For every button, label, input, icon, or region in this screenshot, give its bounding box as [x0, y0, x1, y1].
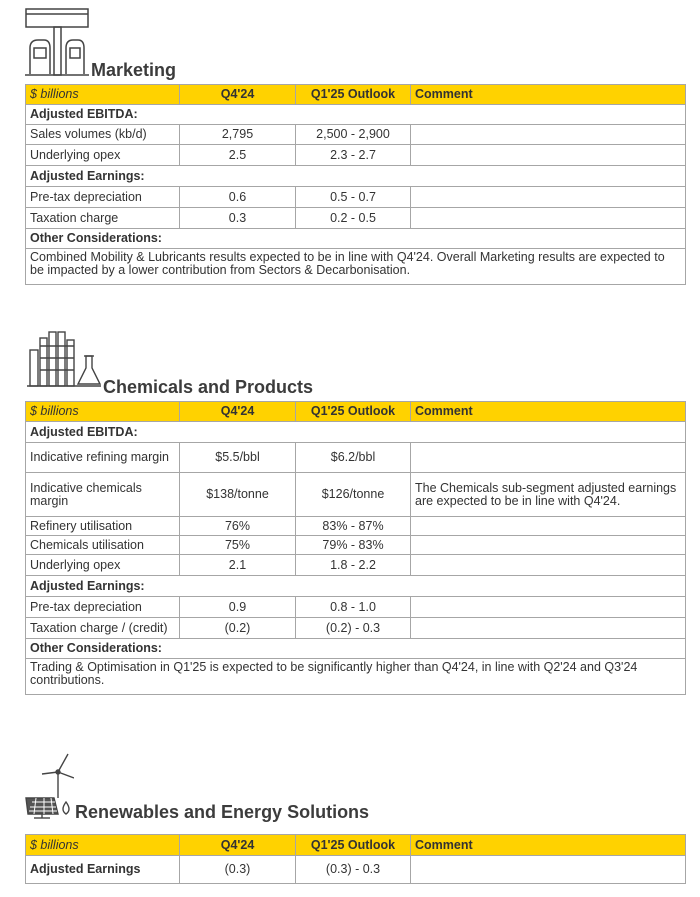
section-label: Adjusted EBITDA: — [26, 105, 686, 125]
comment-cell — [411, 618, 686, 639]
table-row — [26, 597, 686, 618]
q4-header: Q4'24 — [180, 85, 296, 105]
row-label: Indicative refining margin — [26, 443, 180, 473]
fuel-pump-icon — [24, 8, 90, 78]
q4-value: 0.6 — [180, 187, 296, 208]
q4-value: 75% — [180, 536, 296, 555]
q4-value: 2.5 — [180, 145, 296, 166]
outlook-value: 0.8 - 1.0 — [296, 597, 411, 618]
outlook-value: 83% - 87% — [296, 517, 411, 536]
chemicals-title: Chemicals and Products — [103, 377, 314, 397]
table-row — [26, 856, 686, 884]
q4-value: 2.1 — [180, 555, 296, 576]
chemicals-table — [25, 401, 686, 695]
chemicals-comment: The Chemicals sub-segment adjusted earnings are expected to be in line with Q4'24. — [411, 473, 686, 517]
table-row — [26, 555, 686, 576]
outlook-value: (0.3) - 0.3 — [296, 856, 411, 884]
row-label: Underlying opex — [26, 555, 180, 576]
row-label: Indicative chemicals margin — [26, 473, 180, 517]
table-row — [26, 473, 686, 517]
table-row — [26, 125, 686, 145]
comment-cell — [411, 145, 686, 166]
q4-value: (0.3) — [180, 856, 296, 884]
comment-cell — [411, 536, 686, 555]
other-considerations-text: Combined Mobility & Lubricants results expected to be in line with Q4'24. Overall Marketing results are expected to be impacted by a lower contribution from Sectors & Decarbonisation. — [26, 249, 686, 285]
outlook-value: 2.3 - 2.7 — [296, 145, 411, 166]
comment-cell — [411, 856, 686, 884]
section-label: Adjusted EBITDA: — [26, 422, 686, 443]
row-label: Pre-tax depreciation — [26, 597, 180, 618]
q4-value: $138/tonne — [180, 473, 296, 517]
table-header-row — [26, 835, 686, 856]
outlook-value: 2,500 - 2,900 — [296, 125, 411, 145]
section-label: Adjusted Earnings: — [26, 166, 686, 187]
marketing-table — [25, 84, 686, 285]
row-label: Underlying opex — [26, 145, 180, 166]
comment-cell — [411, 517, 686, 536]
comment-header: Comment — [411, 835, 686, 856]
renewables-title: Renewables and Energy Solutions — [75, 802, 370, 822]
units-header: $ billions — [26, 85, 180, 105]
comment-cell — [411, 597, 686, 618]
outlook-value: 79% - 83% — [296, 536, 411, 555]
table-header-row — [26, 85, 686, 105]
comment-cell — [411, 555, 686, 576]
outlook-value: 0.5 - 0.7 — [296, 187, 411, 208]
refinery-flask-icon — [26, 328, 102, 388]
row-label: Refinery utilisation — [26, 517, 180, 536]
comment-header: Comment — [411, 85, 686, 105]
table-row — [26, 145, 686, 166]
comment-header: Comment — [411, 402, 686, 422]
table-row — [26, 618, 686, 639]
row-label: Taxation charge / (credit) — [26, 618, 180, 639]
comment-cell — [411, 443, 686, 473]
row-label: Pre-tax depreciation — [26, 187, 180, 208]
comment-cell — [411, 187, 686, 208]
outlook-header: Q1'25 Outlook — [296, 835, 411, 856]
table-row — [26, 517, 686, 536]
comment-cell — [411, 208, 686, 229]
row-label: Chemicals utilisation — [26, 536, 180, 555]
row-label: Taxation charge — [26, 208, 180, 229]
q4-value: $5.5/bbl — [180, 443, 296, 473]
q4-value: (0.2) — [180, 618, 296, 639]
q4-value: 0.3 — [180, 208, 296, 229]
table-row — [26, 187, 686, 208]
units-header: $ billions — [26, 835, 180, 856]
outlook-value: (0.2) - 0.3 — [296, 618, 411, 639]
q4-header: Q4'24 — [180, 835, 296, 856]
marketing-title: Marketing — [91, 60, 177, 80]
outlook-header: Q1'25 Outlook — [296, 402, 411, 422]
comment-cell — [411, 125, 686, 145]
units-header: $ billions — [26, 402, 180, 422]
outlook-value: 1.8 - 2.2 — [296, 555, 411, 576]
outlook-value: $126/tonne — [296, 473, 411, 517]
q4-value: 76% — [180, 517, 296, 536]
table-row — [26, 208, 686, 229]
row-label: Sales volumes (kb/d) — [26, 125, 180, 145]
table-row — [26, 443, 686, 473]
table-header-row — [26, 402, 686, 422]
outlook-value: 0.2 - 0.5 — [296, 208, 411, 229]
outlook-value: $6.2/bbl — [296, 443, 411, 473]
section-label: Other Considerations: — [26, 639, 686, 659]
section-label: Adjusted Earnings: — [26, 576, 686, 597]
q4-value: 0.9 — [180, 597, 296, 618]
q4-value: 2,795 — [180, 125, 296, 145]
section-label: Other Considerations: — [26, 229, 686, 249]
wind-solar-icon — [24, 752, 74, 820]
other-considerations-text: Trading & Optimisation in Q1'25 is expected to be significantly higher than Q4'24, in line with Q2'24 and Q3'24 contributions. — [26, 659, 686, 695]
q4-header: Q4'24 — [180, 402, 296, 422]
outlook-header: Q1'25 Outlook — [296, 85, 411, 105]
renewables-table — [25, 834, 686, 884]
table-row — [26, 536, 686, 555]
row-label: Adjusted Earnings — [26, 856, 180, 884]
